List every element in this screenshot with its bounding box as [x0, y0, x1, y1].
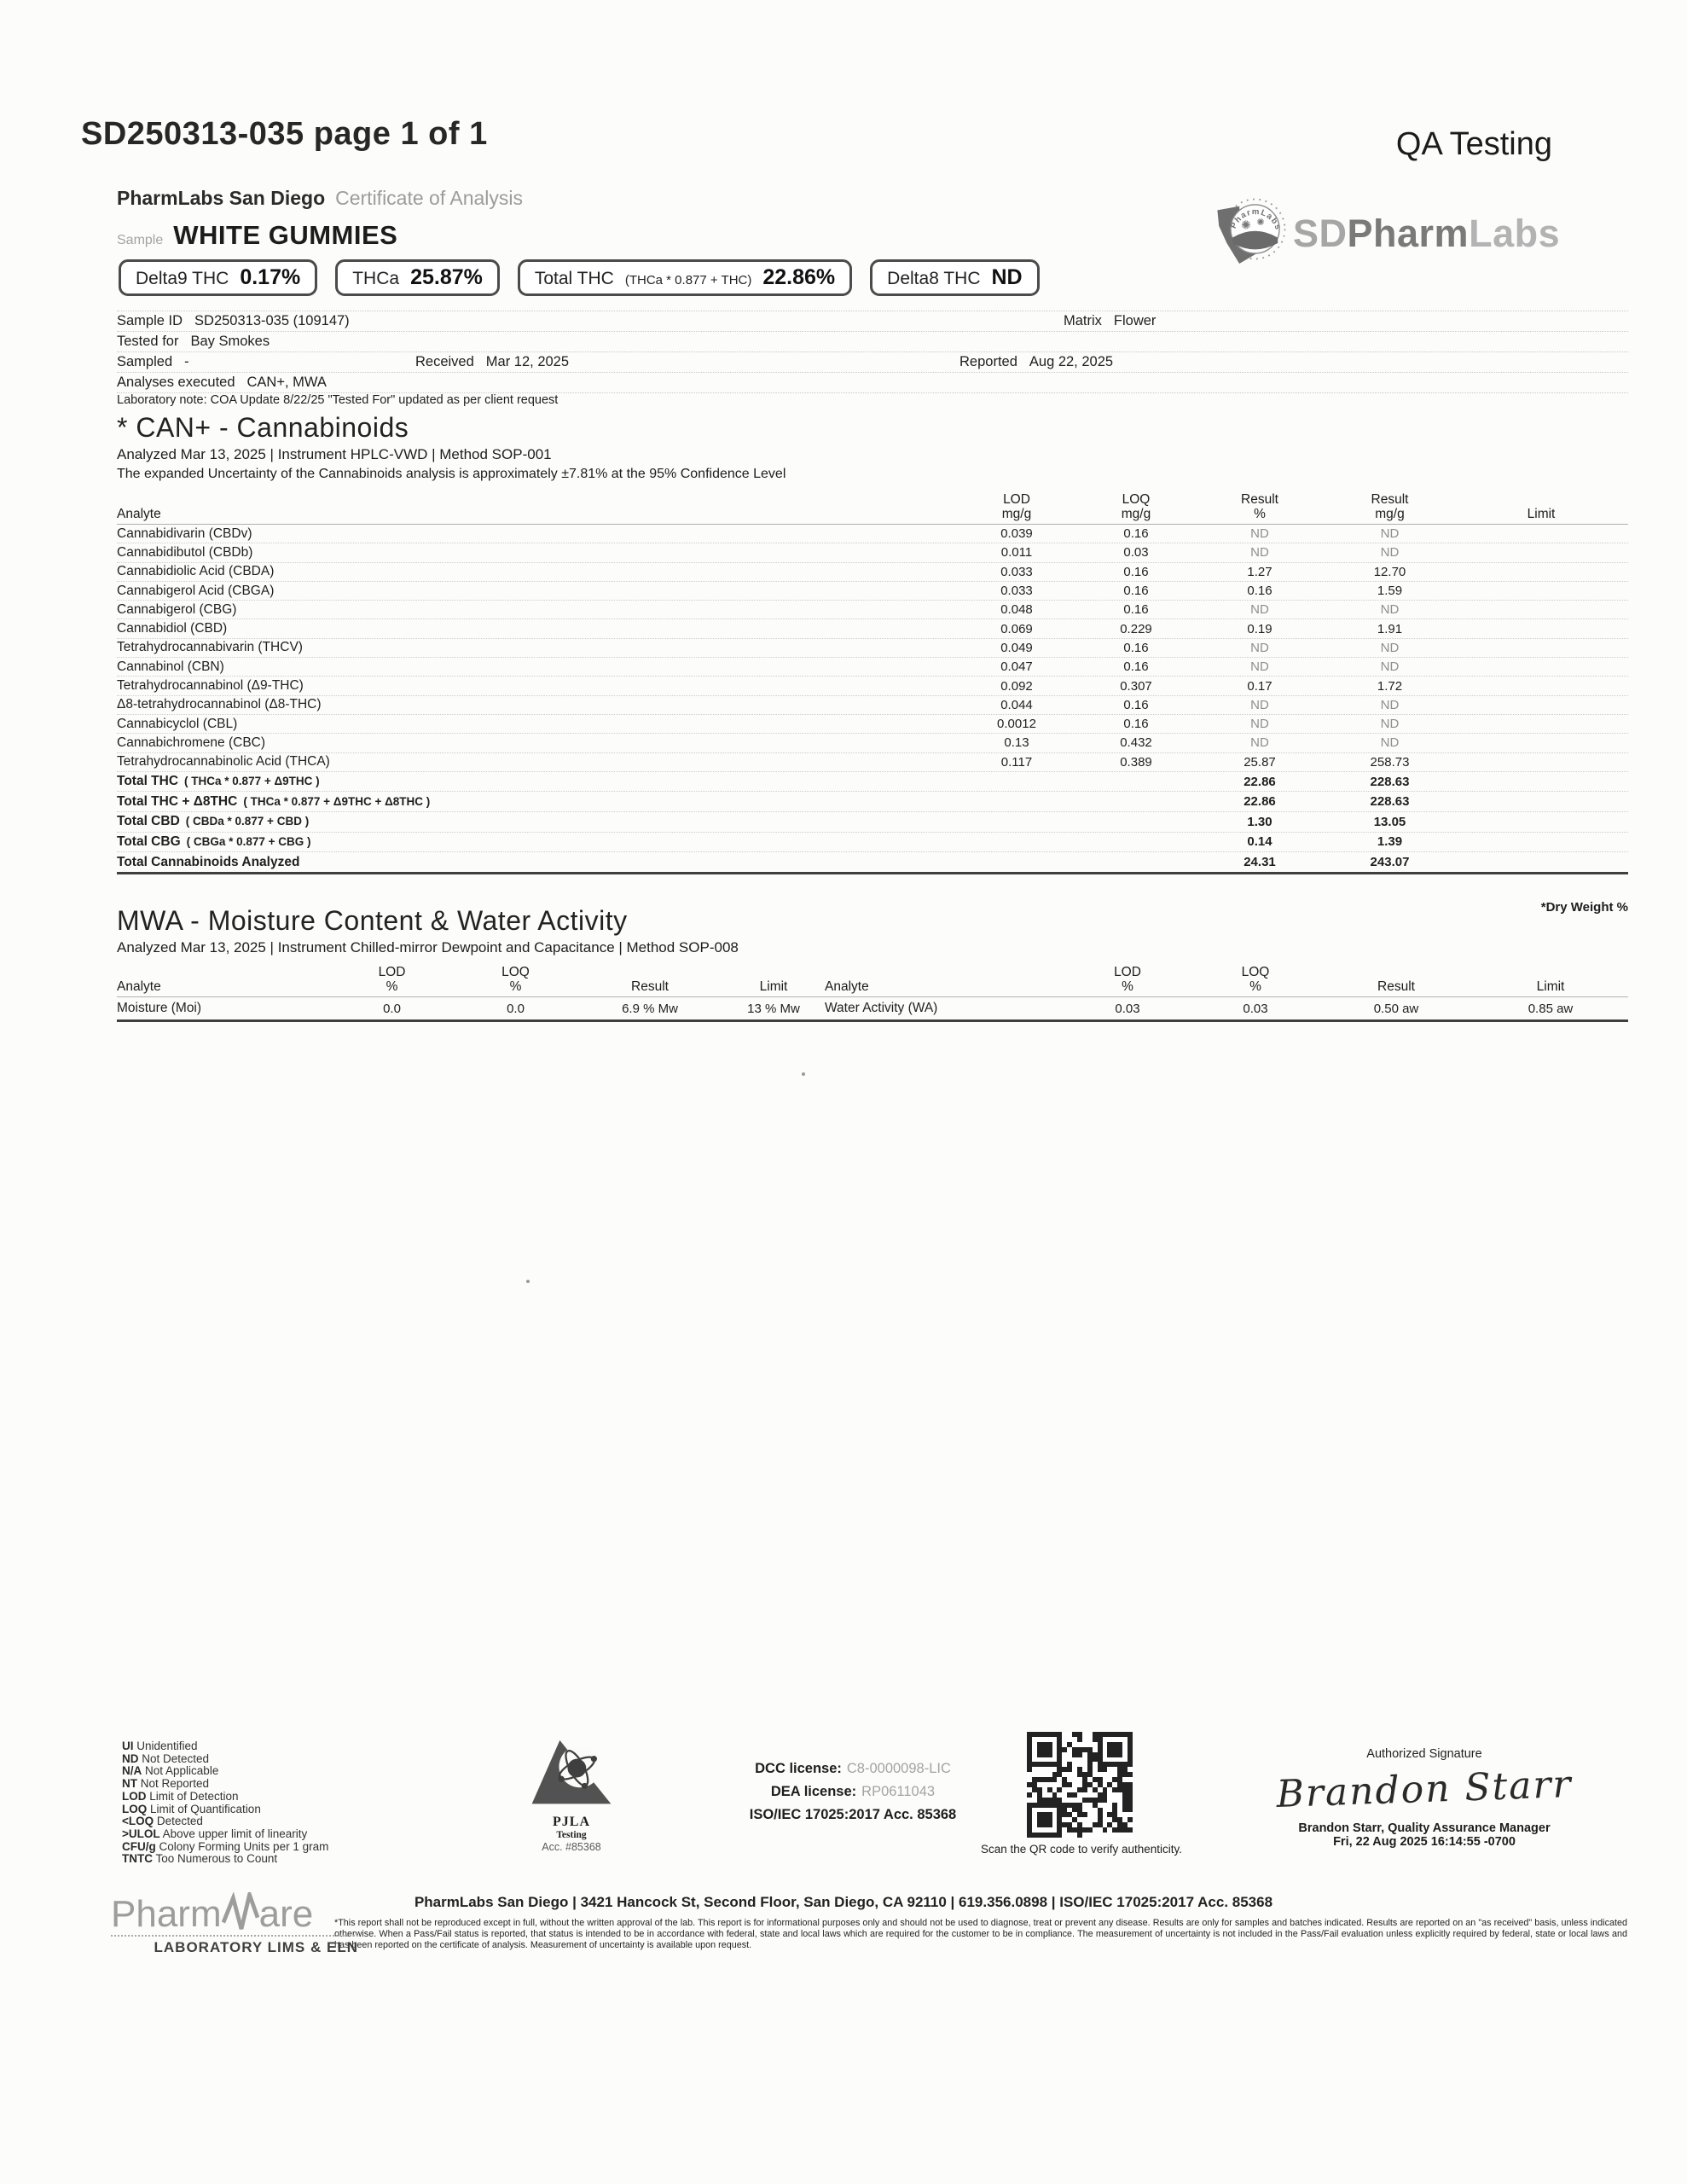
- loq-cell: 0.16: [1123, 602, 1149, 618]
- total-row: [117, 772, 1628, 793]
- analyte-row: [117, 563, 1628, 582]
- svg-text:✺: ✺: [1256, 217, 1265, 228]
- pjla-name: PJLA: [553, 1815, 590, 1829]
- total-mgg-cell: 13.05: [1373, 814, 1406, 829]
- sample-line: [117, 220, 397, 251]
- badge-arc-text: PharmLabs: [1228, 206, 1284, 232]
- qr-code: [1027, 1732, 1133, 1838]
- total-pct-cell: 22.86: [1244, 794, 1276, 810]
- received-value: Mar 12, 2025: [485, 354, 570, 369]
- result-pct-cell: ND: [1250, 602, 1269, 618]
- analyte-row: [117, 734, 1628, 752]
- sample-label: Sample: [117, 233, 164, 247]
- result-pct-cell: ND: [1250, 659, 1269, 675]
- qr-caption: Scan the QR code to verify authenticity.: [980, 1843, 1183, 1856]
- result-pct-cell: ND: [1250, 735, 1269, 751]
- analyses-label: Analyses executed: [117, 375, 235, 390]
- tested-for-label: Tested for: [117, 334, 179, 349]
- legend-item: LOQ Limit of Quantification: [122, 1802, 261, 1815]
- pharmware-logo: [111, 1892, 367, 1956]
- sample-id-row: [117, 311, 1628, 332]
- moisture-row: Moisture (Moi) 0.0 0.0 6.9 % Mw 13 % Mw: [117, 1001, 800, 1016]
- col-loq: LOQ mg/g: [1121, 492, 1151, 521]
- cannabinoids-table-header: [117, 492, 1628, 525]
- loq-cell: 0.432: [1120, 735, 1152, 751]
- analyte-row: [117, 619, 1628, 638]
- total-name: Total CBD ( CBDa * 0.877 + CBD ): [117, 814, 310, 829]
- lod-cell: 0.092: [1000, 678, 1033, 694]
- pjla-sub: Testing: [556, 1830, 587, 1840]
- water-activity-table: Analyte LOD % LOQ % Result Limit Water Activity (WA) 0.03 0.03 0.50 aw 0.85 aw: [825, 965, 1628, 1022]
- received-label: Received: [415, 354, 474, 369]
- total-formula: ( THCa * 0.877 + Δ9THC + Δ8THC ): [243, 794, 431, 808]
- result-mgg-cell: 258.73: [1370, 754, 1410, 770]
- analyte-row: [117, 677, 1628, 695]
- legend-item: N/A Not Applicable: [122, 1764, 219, 1778]
- dry-weight-footnote: *Dry Weight %: [1540, 899, 1628, 915]
- result-mgg-cell: ND: [1380, 602, 1400, 618]
- analyte-row: [117, 658, 1628, 677]
- sample-id-value: SD250313-035 (109147): [194, 313, 350, 328]
- potency-label: Delta8 THC: [887, 269, 981, 288]
- analyte-name: Cannabicyclol (CBL): [117, 716, 238, 731]
- signature-block: [1262, 1747, 1586, 1849]
- mwa-title: MWA - Moisture Content & Water Activity: [117, 905, 628, 936]
- analyte-name: Cannabichromene (CBC): [117, 735, 266, 750]
- lod-cell: 0.0012: [997, 717, 1036, 732]
- col-lod: LOD mg/g: [1001, 492, 1032, 521]
- pharmware-subtitle: LABORATORY LIMS & ELN: [111, 1935, 358, 1956]
- pharmware-brand: Pharm are: [111, 1893, 314, 1935]
- total-formula: ( THCa * 0.877 + Δ9THC ): [184, 775, 320, 788]
- loq-cell: 0.16: [1123, 526, 1149, 542]
- analyte-row: [117, 753, 1628, 772]
- total-name: Total Cannabinoids Analyzed: [117, 854, 300, 869]
- lod-cell: 0.033: [1000, 584, 1033, 599]
- analyses-value: CAN+, MWA: [246, 375, 327, 390]
- lab-address-line: PharmLabs San Diego | 3421 Hancock St, Second Floor, San Diego, CA 92110 | 619.356.0898 | ISO/IEC 17025:2017 Acc. 85368: [414, 1894, 1273, 1910]
- potency-box: [119, 259, 317, 296]
- result-pct-cell: ND: [1250, 526, 1269, 542]
- total-formula: ( CBGa * 0.877 + CBG ): [186, 834, 311, 848]
- loq-cell: 0.307: [1120, 678, 1152, 694]
- cannabinoids-rows: [117, 525, 1628, 772]
- lod-cell: 0.048: [1000, 602, 1033, 618]
- abbreviation-legend: [122, 1740, 328, 1866]
- result-pct-cell: ND: [1250, 545, 1269, 561]
- cannabinoids-section: [117, 411, 1628, 915]
- analyte-name: Cannabidibutol (CBDb): [117, 544, 253, 560]
- laboratory-note: Laboratory note: COA Update 8/22/25 "Tested For" updated as per client request: [117, 393, 559, 407]
- water-activity-row: Water Activity (WA) 0.03 0.03 0.50 aw 0.85 aw: [825, 1001, 1574, 1016]
- potency-formula: (THCa * 0.877 + THC): [624, 273, 752, 288]
- tested-for-row: [117, 332, 1628, 352]
- loq-cell: 0.16: [1123, 640, 1149, 655]
- tested-for-value: Bay Smokes: [190, 334, 270, 349]
- legend-item: ND Not Detected: [122, 1751, 210, 1765]
- matrix-value: Flower: [1113, 313, 1157, 328]
- reported-value: Aug 22, 2025: [1029, 354, 1114, 369]
- lab-name: PharmLabs San Diego: [117, 187, 326, 209]
- analyte-name: Cannabidivarin (CBDv): [117, 526, 252, 541]
- mwa-tables: [117, 965, 1628, 1022]
- qa-testing-label: QA Testing: [1395, 126, 1552, 162]
- result-mgg-cell: ND: [1380, 735, 1400, 751]
- svg-text:✺: ✺: [1240, 218, 1251, 232]
- cannabinoids-meta: Analyzed Mar 13, 2025 | Instrument HPLC-VWD | Method SOP-001: [117, 446, 552, 462]
- loq-cell: 0.389: [1120, 754, 1152, 770]
- dcc-license-line: DCC license: C8-0000098-LIC: [755, 1761, 951, 1776]
- result-pct-cell: ND: [1250, 697, 1269, 712]
- sdpharmlabs-logo: [1211, 195, 1560, 273]
- scan-speck: [526, 1280, 530, 1283]
- analyte-name: Cannabidiol (CBD): [117, 621, 228, 636]
- analyte-name: Cannabigerol (CBG): [117, 601, 237, 617]
- total-name: Total CBG ( CBGa * 0.877 + CBG ): [117, 834, 311, 849]
- total-pct-cell: 22.86: [1244, 774, 1276, 789]
- potency-value: 22.86%: [762, 265, 836, 289]
- total-mgg-cell: 243.07: [1370, 855, 1410, 870]
- legend-item: <LOQ Detected: [122, 1815, 203, 1828]
- legend-item: CFU/g Colony Forming Units per 1 gram: [122, 1839, 329, 1853]
- analyte-row: [117, 543, 1628, 562]
- result-mgg-cell: ND: [1380, 717, 1400, 732]
- result-pct-cell: ND: [1250, 640, 1269, 655]
- result-pct-cell: 0.17: [1247, 678, 1272, 694]
- analyte-row: [117, 696, 1628, 715]
- document-id: SD250313-035 page 1 of 1: [81, 116, 488, 152]
- col-analyte: Analyte: [117, 507, 161, 521]
- potency-label: Delta9 THC: [136, 269, 229, 288]
- analyte-name: Cannabigerol Acid (CBGA): [117, 583, 275, 598]
- total-row: [117, 852, 1628, 874]
- result-mgg-cell: 1.91: [1377, 621, 1403, 636]
- potency-box: [335, 259, 500, 296]
- total-pct-cell: 0.14: [1247, 834, 1272, 850]
- lod-cell: 0.049: [1000, 640, 1033, 655]
- result-mgg-cell: ND: [1380, 697, 1400, 712]
- analyses-row: [117, 373, 1628, 393]
- result-mgg-cell: ND: [1380, 526, 1400, 542]
- pjla-accreditation-number: Acc. #85368: [542, 1841, 601, 1853]
- lod-cell: 0.011: [1000, 545, 1033, 561]
- loq-cell: 0.16: [1123, 659, 1149, 675]
- moisture-table: Analyte LOD % LOQ % Result Limit Moisture (Moi) 0.0 0.0 6.9 % Mw 13 % Mw: [117, 965, 825, 1022]
- result-pct-cell: 25.87: [1244, 754, 1276, 770]
- coa-label: Certificate of Analysis: [335, 187, 523, 209]
- sdpharmlabs-wordmark: SDPharmLabs: [1293, 212, 1561, 255]
- lod-cell: 0.13: [1004, 735, 1029, 751]
- lab-title-line: [117, 187, 523, 210]
- analyte-name: Tetrahydrocannabinol (Δ9-THC): [117, 678, 304, 694]
- iso-accreditation-line: ISO/IEC 17025:2017 Acc. 85368: [749, 1807, 957, 1822]
- received-pair: [415, 352, 569, 372]
- result-mgg-cell: 1.72: [1377, 678, 1403, 694]
- analyte-name: Tetrahydrocannabinolic Acid (THCA): [117, 754, 330, 770]
- license-block: [716, 1757, 989, 1827]
- loq-cell: 0.16: [1123, 697, 1149, 712]
- potency-label: Total THC: [534, 269, 614, 288]
- analyte-name: Cannabidiolic Acid (CBDA): [117, 564, 275, 579]
- sample-id-label: Sample ID: [117, 313, 183, 328]
- legend-item: UI Unidentified: [122, 1740, 198, 1752]
- loq-cell: 0.16: [1123, 584, 1149, 599]
- sample-info: [117, 311, 1628, 393]
- legend-item: TNTC Too Numerous to Count: [122, 1852, 278, 1866]
- lod-cell: 0.069: [1000, 621, 1033, 636]
- signature-script: Brandon Starr: [1275, 1762, 1574, 1817]
- disclaimer-text: *This report shall not be reproduced except in full, without the written approval of the lab. This report is for informational purposes only and should not be used to diagnose, treat or prevent any disease. Results are only for samples and batches indicated. Results are reported on an "as received" basis, unless indicated otherwise. When a Pass/Fail status is reported, that status is intended to be in accordance with federal, state and local laws which are required for the customer to be in compliance. The measurement of uncertainty is not included in the Pass/Fail evaluation unless explicitly required by federal, state or local laws and has been reported on the certificate of analysis. Measurement of uncertainty is available upon request.: [334, 1918, 1627, 1950]
- result-mgg-cell: 1.59: [1377, 584, 1403, 599]
- analyte-row: [117, 525, 1628, 543]
- col-limit: Limit: [1527, 507, 1556, 521]
- result-mgg-cell: ND: [1380, 659, 1400, 675]
- potency-value: 25.87%: [410, 265, 483, 289]
- result-pct-cell: 0.16: [1247, 584, 1272, 599]
- total-pct-cell: 24.31: [1244, 855, 1276, 870]
- potency-value: ND: [991, 265, 1023, 289]
- qr-code-wrap: [1027, 1732, 1133, 1838]
- analyte-name: Cannabinol (CBN): [117, 659, 224, 674]
- analyte-row: [117, 601, 1628, 619]
- total-row: [117, 792, 1628, 812]
- sdpharmlabs-badge-icon: [1211, 195, 1290, 273]
- authorized-signature-label: Authorized Signature: [1366, 1747, 1482, 1761]
- reported-pair: [959, 352, 1113, 372]
- result-mgg-cell: ND: [1380, 640, 1400, 655]
- lod-cell: 0.033: [1000, 564, 1033, 579]
- mwa-section: [117, 904, 1628, 1022]
- result-pct-cell: 1.27: [1247, 564, 1272, 579]
- cannabinoids-uncertainty: The expanded Uncertainty of the Cannabinoids analysis is approximately ±7.81% at the 95% Confidence Level: [117, 467, 786, 481]
- legend-item: NT Not Reported: [122, 1777, 210, 1791]
- mwa-meta: Analyzed Mar 13, 2025 | Instrument Chilled-mirror Dewpoint and Capacitance | Method SOP-008: [117, 939, 739, 956]
- total-mgg-cell: 228.63: [1370, 774, 1410, 789]
- legend-item: LOD Limit of Detection: [122, 1789, 239, 1803]
- scan-speck: [802, 1072, 805, 1076]
- reported-label: Reported: [959, 354, 1017, 369]
- total-row: [117, 812, 1628, 833]
- sampled-label: Sampled: [117, 354, 173, 369]
- sampled-value: -: [184, 354, 189, 369]
- potency-box: [518, 259, 852, 296]
- analyte-row: [117, 582, 1628, 601]
- total-row: [117, 833, 1628, 853]
- dates-row: [117, 352, 1628, 373]
- potency-summary: [119, 259, 1040, 296]
- legend-item: >ULOL Above upper limit of linearity: [122, 1827, 308, 1840]
- pjla-logo-icon: [529, 1737, 614, 1809]
- col-result-mgg: Result mg/g: [1371, 492, 1409, 521]
- result-pct-cell: ND: [1250, 717, 1269, 732]
- total-mgg-cell: 228.63: [1370, 794, 1410, 810]
- lod-cell: 0.044: [1000, 697, 1033, 712]
- signature-date: Fri, 22 Aug 2025 16:14:55 -0700: [1333, 1835, 1516, 1849]
- loq-cell: 0.03: [1123, 545, 1149, 561]
- total-pct-cell: 1.30: [1247, 814, 1272, 829]
- analyte-name: Tetrahydrocannabivarin (THCV): [117, 640, 303, 655]
- cannabinoids-totals: [117, 772, 1628, 874]
- lod-cell: 0.047: [1000, 659, 1033, 675]
- total-name: Total THC + Δ8THC ( THCa * 0.877 + Δ9THC + Δ8THC ): [117, 793, 431, 809]
- result-mgg-cell: 12.70: [1373, 564, 1406, 579]
- signatory-name: Brandon Starr, Quality Assurance Manager: [1298, 1821, 1551, 1835]
- lod-cell: 0.117: [1000, 754, 1033, 770]
- pjla-accreditation: [507, 1737, 635, 1853]
- dea-license-line: DEA license: RP0611043: [770, 1784, 936, 1799]
- result-mgg-cell: ND: [1380, 545, 1400, 561]
- loq-cell: 0.16: [1123, 717, 1149, 732]
- cannabinoids-title: * CAN+ - Cannabinoids: [117, 412, 409, 443]
- total-formula: ( CBDa * 0.877 + CBD ): [185, 815, 310, 828]
- matrix-label: Matrix: [1064, 313, 1102, 328]
- sample-name: WHITE GUMMIES: [173, 220, 398, 250]
- potency-label: THCa: [352, 269, 400, 288]
- lod-cell: 0.039: [1000, 526, 1033, 542]
- pharmware-zigzag-icon: [222, 1892, 259, 1933]
- total-name: Total THC ( THCa * 0.877 + Δ9THC ): [117, 774, 320, 789]
- matrix-pair: [1064, 311, 1156, 331]
- potency-box: [870, 259, 1039, 296]
- analyte-name: Δ8-tetrahydrocannabinol (Δ8-THC): [117, 697, 322, 712]
- col-result-pct: Result %: [1241, 492, 1278, 521]
- potency-value: 0.17%: [240, 265, 301, 289]
- total-mgg-cell: 1.39: [1377, 834, 1403, 850]
- loq-cell: 0.16: [1123, 564, 1149, 579]
- analyte-row: [117, 715, 1628, 734]
- loq-cell: 0.229: [1120, 621, 1152, 636]
- analyte-row: [117, 639, 1628, 658]
- result-pct-cell: 0.19: [1247, 621, 1272, 636]
